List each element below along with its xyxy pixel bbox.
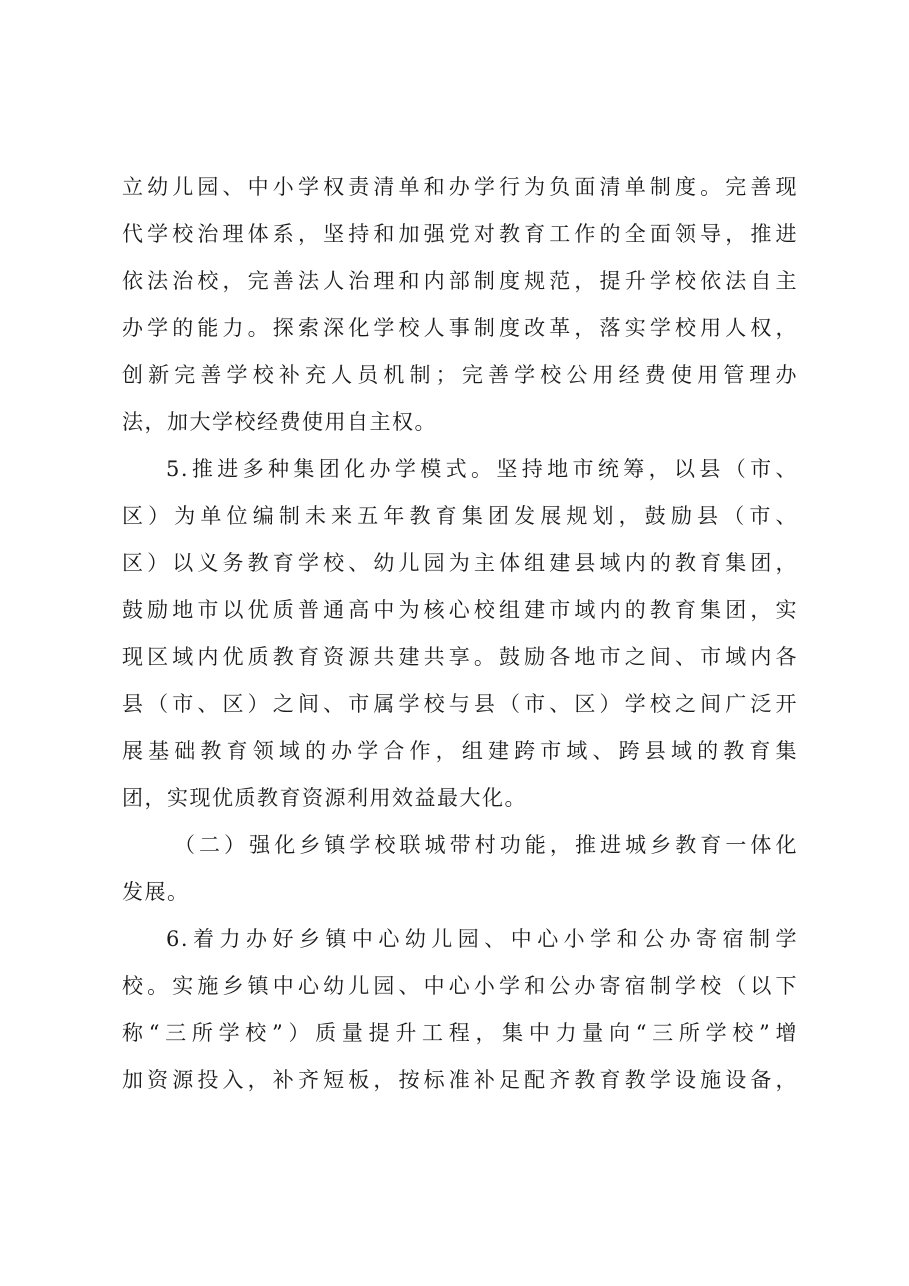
heading-line: 发展。 bbox=[122, 880, 190, 904]
text-line: 展基础教育领域的办学合作，组建跨市域、跨县域的教育集 bbox=[122, 739, 798, 763]
paragraph-item-6 bbox=[122, 916, 798, 1104]
text-line: 法，加大学校经费使用自主权。 bbox=[122, 410, 437, 434]
paragraph-item-5 bbox=[122, 446, 798, 822]
text-line: 鼓励地市以优质普通高中为核心校组建市域内的教育集团，实 bbox=[122, 598, 798, 622]
paragraph-governance bbox=[122, 164, 798, 446]
text-line: 区）为单位编制未来五年教育集团发展规划，鼓励县（市、 bbox=[122, 504, 798, 528]
text-line: 现区域内优质教育资源共建共享。鼓励各地市之间、市域内各 bbox=[122, 645, 798, 669]
text-line: 6.着力办好乡镇中心幼儿园、中心小学和公办寄宿制学 bbox=[166, 927, 798, 951]
text-line: 县（市、区）之间、市属学校与县（市、区）学校之间广泛开 bbox=[122, 692, 798, 716]
text-line: 办学的能力。探索深化学校人事制度改革，落实学校用人权， bbox=[122, 316, 798, 340]
text-line: 代学校治理体系，坚持和加强党对教育工作的全面领导，推进 bbox=[122, 222, 798, 246]
heading-line: （二）强化乡镇学校联城带村功能，推进城乡教育一体化 bbox=[174, 833, 798, 857]
text-line: 校。实施乡镇中心幼儿园、中心小学和公办寄宿制学校（以下 bbox=[122, 974, 798, 998]
text-line: 创新完善学校补充人员机制；完善学校公用经费使用管理办 bbox=[122, 363, 798, 387]
text-line: 区）以义务教育学校、幼儿园为主体组建县域内的教育集团， bbox=[122, 551, 798, 575]
text-line: 团，实现优质教育资源利用效益最大化。 bbox=[122, 786, 527, 810]
text-line: 加资源投入，补齐短板，按标准补足配齐教育教学设施设备， bbox=[122, 1068, 798, 1092]
text-line: 5.推进多种集团化办学模式。坚持地市统筹，以县（市、 bbox=[166, 457, 798, 481]
text-line: 立幼儿园、中小学权责清单和办学行为负面清单制度。完善现 bbox=[122, 175, 798, 199]
text-line: 依法治校，完善法人治理和内部制度规范，提升学校依法自主 bbox=[122, 269, 798, 293]
section-heading-2 bbox=[122, 822, 798, 916]
document-body bbox=[122, 164, 798, 1104]
text-line: 称“三所学校”）质量提升工程，集中力量向“三所学校”增 bbox=[122, 1021, 798, 1045]
